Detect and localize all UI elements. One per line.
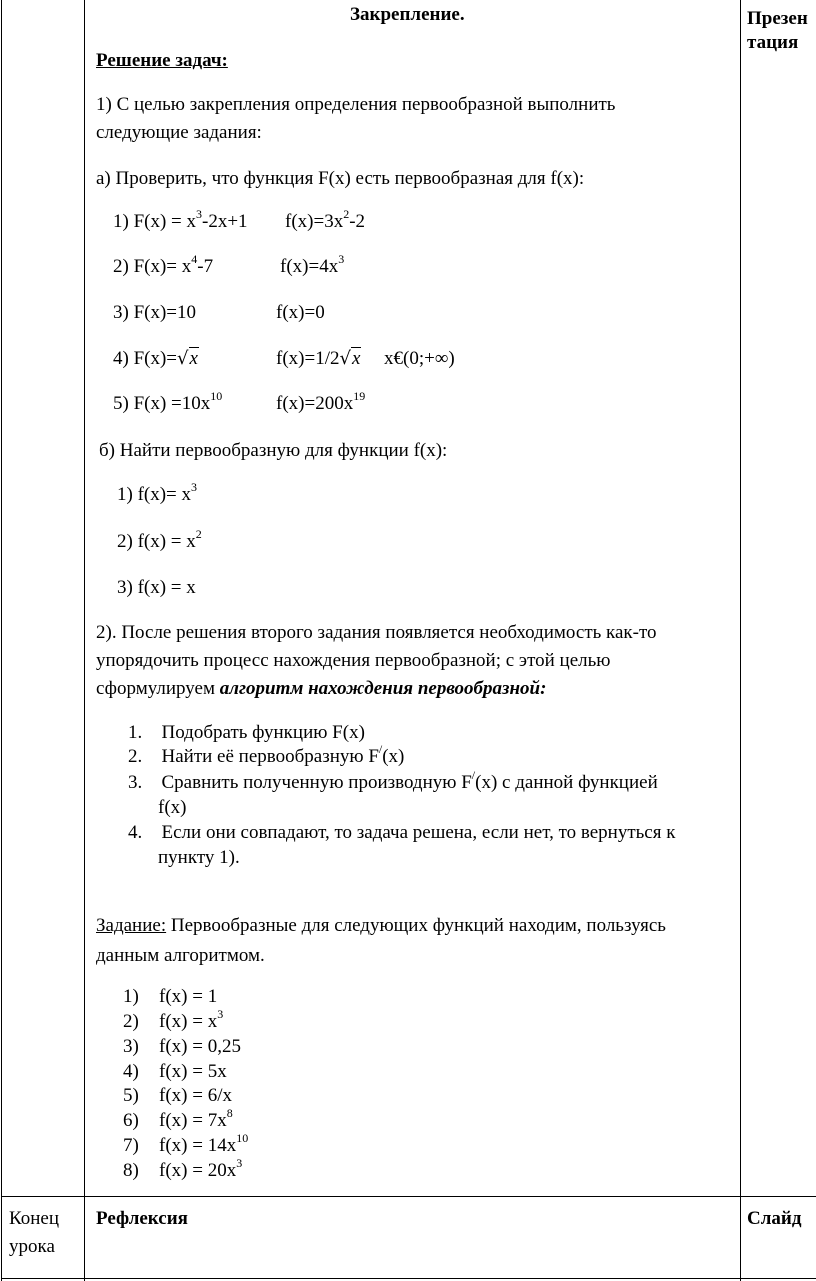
a-item-2-F: 2) $F(x)= x^4-7$ xyxy=(113,252,214,277)
a-item-3-F: 3) F(x)=10 xyxy=(113,302,197,323)
table-border-bottom xyxy=(1,1278,816,1279)
a-item-1-f: $f(x)=3x^2-2$ xyxy=(285,207,366,232)
part-a-heading: а) Проверить, что функция F(x) есть первообразная для f(x): xyxy=(96,168,585,189)
task-item-5: 5) f(x) = 6/x xyxy=(123,1085,232,1106)
section2-line-2: упорядочить процесс нахождения первообразной; с этой целью xyxy=(96,650,611,671)
task-item-8: 8) $f(x) = 20x^3$ xyxy=(123,1156,243,1181)
section2-line-1: 2). После решения второго задания появляется необходимость как-то xyxy=(96,622,657,643)
b-item-3: 3) f(x) = x xyxy=(117,577,196,598)
a-item-3-f: f(x)=0 xyxy=(276,302,325,323)
a-item-1-F: 1) $F(x) = x^3-2x+1$ xyxy=(113,207,248,232)
intro-line-1: 1) С целью закрепления определения первообразной выполнить xyxy=(96,94,616,115)
task-item-6: 6) $f(x) = 7x^8$ xyxy=(123,1106,233,1131)
a-item-2-f: $f(x)=4x^3$ xyxy=(280,252,345,277)
a-item-4-domain: x€(0;+∞) xyxy=(384,348,455,369)
task-line-1: Задание: Первообразные для следующих функций находим, пользуясь xyxy=(96,915,666,936)
side-column-label-2: тация xyxy=(747,32,799,53)
algorithm-step-2: 2. Найти её первообразную F/(x) xyxy=(128,742,405,767)
sqrt-x-2: √x xyxy=(339,348,361,369)
section2-line-3: сформулируем алгоритм нахождения первообразной: xyxy=(96,678,547,699)
table-divider-1 xyxy=(84,0,85,1281)
stage-label-1: Конец xyxy=(9,1208,59,1229)
section-heading: Решение задач: xyxy=(96,50,228,71)
algorithm-step-1: 1. Подобрать функцию F(x) xyxy=(128,722,365,743)
task-item-4: 4) f(x) = 5x xyxy=(123,1061,227,1082)
algorithm-step-4: 4. Если они совпадают, то задача решена, если нет, то вернуться к xyxy=(128,822,676,843)
task-item-1: 1) f(x) = 1 xyxy=(123,986,218,1007)
sqrt-x-1: √x xyxy=(177,348,198,369)
task-item-7: 7) $f(x) = 14x^{10}$ xyxy=(123,1131,249,1156)
part-b-heading: б) Найти первообразную для функции f(x): xyxy=(99,440,448,461)
b-item-2: 2) $f(x) = x^2$ xyxy=(117,527,202,552)
task-item-2: 2) $f(x) = x^3$ xyxy=(123,1007,224,1032)
task-line-2: данным алгоритмом. xyxy=(96,945,265,966)
table-border-left xyxy=(1,0,2,1281)
side-column-label-1: Презен xyxy=(747,8,808,29)
algorithm-step-3: 3. Сравнить полученную производную F/(x) с данной функцией xyxy=(128,768,658,793)
page-title: Закрепление. xyxy=(350,4,465,25)
algorithm-step-4-cont: пункту 1). xyxy=(158,847,240,868)
a-item-4-F: 4) F(x)=√x xyxy=(113,348,198,369)
algorithm-step-3-cont: f(x) xyxy=(158,797,187,818)
intro-line-2: следующие задания: xyxy=(96,122,262,143)
a-item-5-F: 5) $F(x) =10x^{10}$ xyxy=(113,389,223,414)
stage-label-2: урока xyxy=(9,1236,55,1257)
a-item-4-f: f(x)=1/2√x xyxy=(276,348,361,369)
task-item-3: 3) f(x) = 0,25 xyxy=(123,1036,241,1057)
row-divider xyxy=(1,1196,816,1197)
table-divider-2 xyxy=(740,0,741,1281)
b-item-1: 1) $f(x)= x^3$ xyxy=(117,480,198,505)
a-item-5-f: $f(x)=200x^{19}$ xyxy=(276,389,366,414)
slide-label: Слайд xyxy=(747,1208,802,1229)
reflection-title: Рефлексия xyxy=(96,1208,188,1229)
